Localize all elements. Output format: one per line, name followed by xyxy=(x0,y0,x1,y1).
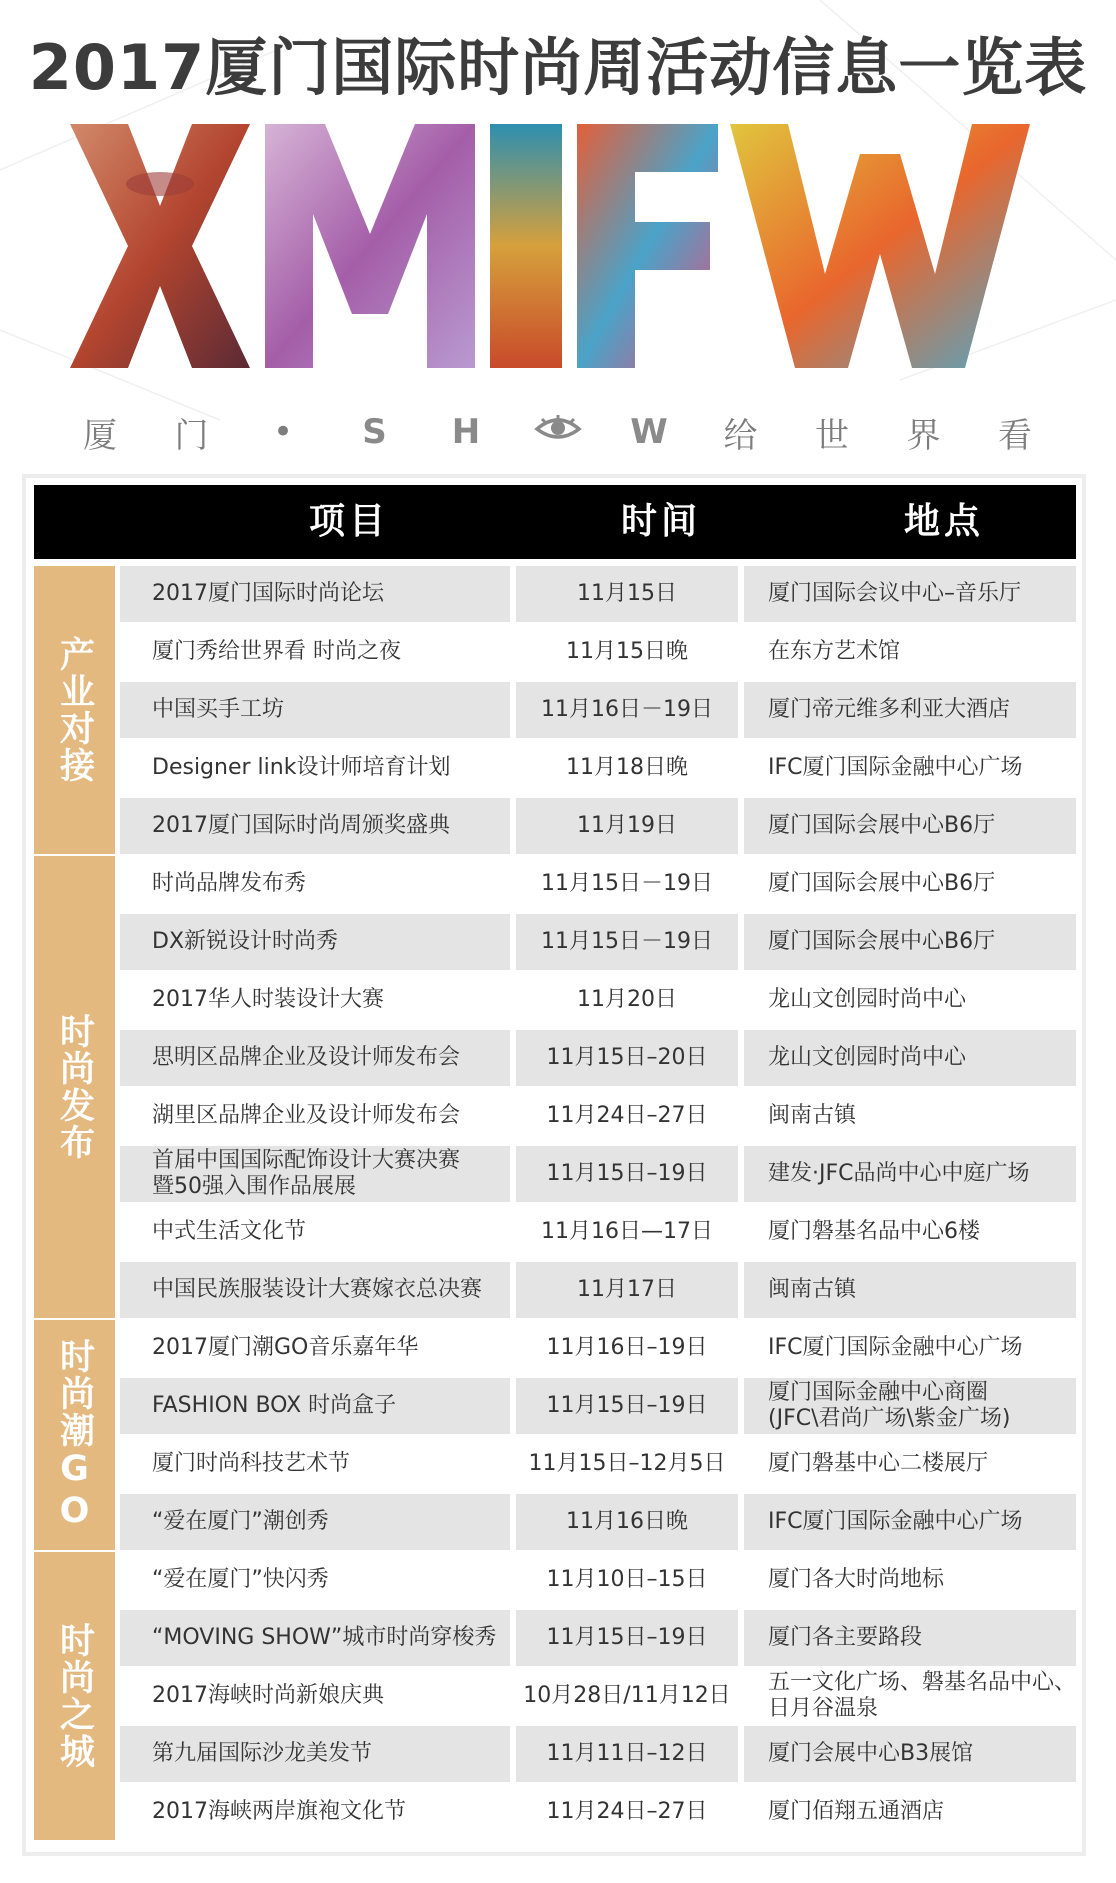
item-cell xyxy=(120,1552,510,1608)
time-cell-text: 11月19日 xyxy=(577,813,677,838)
table-row xyxy=(120,914,1076,970)
time-cell-text: 11月15日–20日 xyxy=(546,1045,708,1070)
item-cell xyxy=(120,972,510,1028)
place-cell-text: 厦门佰翔五通酒店 xyxy=(768,1799,945,1824)
table-row xyxy=(120,1320,1076,1376)
item-cell-text: 2017厦门潮GO音乐嘉年华 xyxy=(152,1335,419,1360)
item-cell-text: 思明区品牌企业及设计师发布会 xyxy=(152,1045,461,1070)
time-cell xyxy=(516,1088,738,1144)
item-cell xyxy=(120,624,510,680)
item-cell xyxy=(120,1204,510,1260)
time-cell-text: 11月15日－19日 xyxy=(541,871,713,896)
item-cell xyxy=(120,914,510,970)
item-cell-text: 厦门时尚科技艺术节 xyxy=(152,1451,351,1476)
time-cell-text: 11月24日–27日 xyxy=(546,1103,708,1128)
time-cell-text: 11月16日—17日 xyxy=(541,1219,713,1244)
place-cell xyxy=(744,1320,1076,1376)
item-cell-text: 时尚品牌发布秀 xyxy=(152,871,307,896)
table-row xyxy=(120,1552,1076,1608)
time-cell xyxy=(516,1610,738,1666)
category-block xyxy=(34,1552,115,1840)
logo-letter-x xyxy=(70,124,250,368)
tagline-letter-w: W xyxy=(630,412,668,452)
tagline-char-3: 给 xyxy=(723,415,758,456)
tagline-dot: • xyxy=(272,412,294,452)
item-cell xyxy=(120,1436,510,1492)
table-row xyxy=(120,1146,1076,1202)
item-cell-text: 2017海峡时尚新娘庆典 xyxy=(152,1683,384,1708)
item-cell xyxy=(120,1610,510,1666)
time-cell-text: 11月17日 xyxy=(577,1277,677,1302)
header-place: 地点 xyxy=(903,501,984,542)
place-cell xyxy=(744,1262,1076,1318)
time-cell xyxy=(516,914,738,970)
item-cell-text: 2017海峡两岸旗袍文化节 xyxy=(152,1799,406,1824)
time-cell xyxy=(516,1320,738,1376)
place-cell xyxy=(744,624,1076,680)
place-cell-text: IFC厦门国际金融中心广场 xyxy=(768,755,1023,780)
place-cell-text: 厦门磐基中心二楼展厅 xyxy=(768,1451,989,1476)
item-cell-text: “MOVING SHOW”城市时尚穿梭秀 xyxy=(152,1625,497,1650)
item-cell xyxy=(120,1784,510,1840)
time-cell xyxy=(516,740,738,796)
time-cell xyxy=(516,1494,738,1550)
time-cell xyxy=(516,1784,738,1840)
item-cell xyxy=(120,682,510,738)
item-cell-text: 中式生活文化节 xyxy=(152,1219,307,1244)
place-cell xyxy=(744,1088,1076,1144)
time-cell-text: 11月15日–19日 xyxy=(546,1625,708,1650)
item-cell-text: FASHION BOX 时尚盒子 xyxy=(152,1393,397,1418)
place-cell xyxy=(744,1030,1076,1086)
header-item: 项目 xyxy=(308,501,389,542)
time-cell-text: 11月18日晚 xyxy=(566,755,688,780)
item-cell xyxy=(120,566,510,622)
item-cell-text: 2017厦门国际时尚周颁奖盛典 xyxy=(152,813,450,838)
time-cell xyxy=(516,1552,738,1608)
item-cell-text: 中国买手工坊 xyxy=(152,697,285,722)
place-cell-text: 龙山文创园时尚中心 xyxy=(768,987,967,1012)
item-cell xyxy=(120,856,510,912)
place-cell xyxy=(744,1726,1076,1782)
item-cell xyxy=(120,1320,510,1376)
place-cell xyxy=(744,1436,1076,1492)
place-cell xyxy=(744,566,1076,622)
item-cell xyxy=(120,1494,510,1550)
time-cell-text: 11月16日－19日 xyxy=(541,697,713,722)
category-label: 时尚发布 xyxy=(54,1013,95,1161)
category-block xyxy=(34,856,115,1318)
tagline-char-2: 门 xyxy=(174,415,209,456)
item-cell xyxy=(120,1262,510,1318)
place-cell-text: 厦门磐基名品中心6楼 xyxy=(768,1219,980,1244)
category-label: 时尚之城 xyxy=(54,1622,95,1770)
xmifw-logo xyxy=(70,124,1030,368)
item-cell xyxy=(120,740,510,796)
item-cell-text: 中国民族服装设计大赛嫁衣总决赛 xyxy=(152,1277,483,1302)
item-cell-text: 湖里区品牌企业及设计师发布会 xyxy=(152,1103,461,1128)
place-cell xyxy=(744,1610,1076,1666)
category-block xyxy=(34,1320,115,1550)
item-cell-text: Designer link设计师培育计划 xyxy=(152,755,451,780)
time-cell-text: 11月15日晚 xyxy=(566,639,688,664)
place-cell-text: 建发·JFC品尚中心中庭广场 xyxy=(768,1161,1030,1186)
place-cell xyxy=(744,856,1076,912)
table-row xyxy=(120,1030,1076,1086)
logo-letter-i xyxy=(490,124,562,368)
place-cell-text: IFC厦门国际金融中心广场 xyxy=(768,1509,1023,1534)
logo-letter-w xyxy=(730,124,1030,368)
time-cell xyxy=(516,1668,738,1724)
place-cell-text: 厦门国际会展中心B6厅 xyxy=(768,813,996,838)
place-cell-text: 厦门国际会展中心B6厅 xyxy=(768,871,996,896)
tagline-char-1: 厦 xyxy=(83,415,117,456)
table-row xyxy=(120,740,1076,796)
place-cell-text: 厦门国际会展中心B6厅 xyxy=(768,929,996,954)
item-cell xyxy=(120,1726,510,1782)
time-cell xyxy=(516,1436,738,1492)
time-cell-text: 10月28日/11月12日 xyxy=(523,1683,731,1708)
place-cell-text: 厦门各主要路段 xyxy=(768,1625,923,1650)
place-cell-text: 五一文化广场、磐基名品中心、 日月谷温泉 xyxy=(768,1670,1077,1721)
place-cell xyxy=(744,1494,1076,1550)
time-cell-text: 11月15日–19日 xyxy=(546,1393,708,1418)
time-cell xyxy=(516,624,738,680)
category-label: 产业对接 xyxy=(54,636,95,784)
item-cell xyxy=(120,1088,510,1144)
item-cell-text: DX新锐设计时尚秀 xyxy=(152,929,339,954)
item-cell-text: “爱在厦门”潮创秀 xyxy=(152,1509,329,1534)
time-cell xyxy=(516,682,738,738)
item-cell xyxy=(120,1146,510,1202)
eye-icon xyxy=(528,412,588,452)
table-row xyxy=(120,1610,1076,1666)
place-cell-text: 在东方艺术馆 xyxy=(768,639,901,664)
time-cell xyxy=(516,1262,738,1318)
tagline-letter-h: H xyxy=(451,412,481,452)
place-cell-text: 厦门帝元维多利亚大酒店 xyxy=(768,697,1011,722)
place-cell xyxy=(744,1204,1076,1260)
category-label: 时尚潮GO xyxy=(54,1337,95,1533)
place-cell xyxy=(744,1146,1076,1202)
table-row xyxy=(120,1494,1076,1550)
place-cell-text: 厦门国际会议中心–音乐厅 xyxy=(768,581,1022,606)
time-cell xyxy=(516,856,738,912)
place-cell-text: 龙山文创园时尚中心 xyxy=(768,1045,967,1070)
tagline-char-4: 世 xyxy=(815,415,849,456)
place-cell-text: 闽南古镇 xyxy=(768,1277,857,1302)
item-cell-text: 2017厦门国际时尚论坛 xyxy=(152,581,384,606)
tagline-char-5: 界 xyxy=(906,415,941,456)
place-cell xyxy=(744,1552,1076,1608)
table-row xyxy=(120,1726,1076,1782)
time-cell xyxy=(516,1030,738,1086)
table-row xyxy=(120,1262,1076,1318)
table-row xyxy=(120,1784,1076,1840)
place-cell xyxy=(744,1378,1076,1434)
item-cell-text: 首届中国国际配饰设计大赛决赛 暨50强入围作品展展 xyxy=(152,1148,461,1199)
place-cell xyxy=(744,798,1076,854)
time-cell-text: 11月16日–19日 xyxy=(546,1335,708,1360)
table-row xyxy=(120,1378,1076,1434)
time-cell xyxy=(516,972,738,1028)
item-cell-text: 第九届国际沙龙美发节 xyxy=(152,1741,373,1766)
time-cell-text: 11月20日 xyxy=(577,987,677,1012)
place-cell-text: 厦门国际金融中心商圈 (JFC\君尚广场\紫金广场) xyxy=(768,1380,1011,1431)
place-cell-text: 闽南古镇 xyxy=(768,1103,857,1128)
table-header xyxy=(34,485,1076,559)
tagline xyxy=(70,406,1045,458)
table-row xyxy=(120,798,1076,854)
page-title: 2017厦门国际时尚周活动信息一览表 xyxy=(28,31,1088,104)
place-cell xyxy=(744,972,1076,1028)
table-row xyxy=(120,1204,1076,1260)
time-cell-text: 11月15日–19日 xyxy=(546,1161,708,1186)
place-cell xyxy=(744,682,1076,738)
place-cell xyxy=(744,740,1076,796)
time-cell-text: 11月24日–27日 xyxy=(546,1799,708,1824)
place-cell xyxy=(744,1784,1076,1840)
place-cell xyxy=(744,1668,1076,1724)
table-row xyxy=(120,1668,1076,1724)
table-row xyxy=(120,624,1076,680)
place-cell xyxy=(744,914,1076,970)
time-cell-text: 11月16日晚 xyxy=(566,1509,688,1534)
time-cell xyxy=(516,1204,738,1260)
logo-letter-f xyxy=(577,124,718,368)
tagline-char-6: 看 xyxy=(998,415,1032,456)
table-row xyxy=(120,682,1076,738)
place-cell-text: 厦门会展中心B3展馆 xyxy=(768,1741,974,1766)
time-cell-text: 11月15日–12月5日 xyxy=(528,1451,726,1476)
item-cell xyxy=(120,1030,510,1086)
time-cell-text: 11月11日–12日 xyxy=(546,1741,708,1766)
time-cell-text: 11月15日－19日 xyxy=(541,929,713,954)
table-row xyxy=(120,972,1076,1028)
item-cell xyxy=(120,1378,510,1434)
place-cell-text: IFC厦门国际金融中心广场 xyxy=(768,1335,1023,1360)
item-cell-text: 厦门秀给世界看 时尚之夜 xyxy=(152,639,401,664)
time-cell xyxy=(516,798,738,854)
table-row xyxy=(120,1088,1076,1144)
item-cell-text: “爱在厦门”快闪秀 xyxy=(152,1567,329,1592)
table-row xyxy=(120,566,1076,622)
time-cell-text: 11月15日 xyxy=(577,581,677,606)
place-cell-text: 厦门各大时尚地标 xyxy=(768,1567,945,1592)
item-cell xyxy=(120,1668,510,1724)
time-cell xyxy=(516,1146,738,1202)
time-cell-text: 11月10日–15日 xyxy=(546,1567,708,1592)
category-block xyxy=(34,566,115,854)
time-cell xyxy=(516,1726,738,1782)
time-cell xyxy=(516,566,738,622)
table-row xyxy=(120,856,1076,912)
header-time: 时间 xyxy=(620,501,701,542)
tagline-letter-s: S xyxy=(362,412,387,452)
item-cell xyxy=(120,798,510,854)
table-row xyxy=(120,1436,1076,1492)
item-cell-text: 2017华人时装设计大赛 xyxy=(152,987,384,1012)
logo-letter-m xyxy=(265,124,475,368)
time-cell xyxy=(516,1378,738,1434)
